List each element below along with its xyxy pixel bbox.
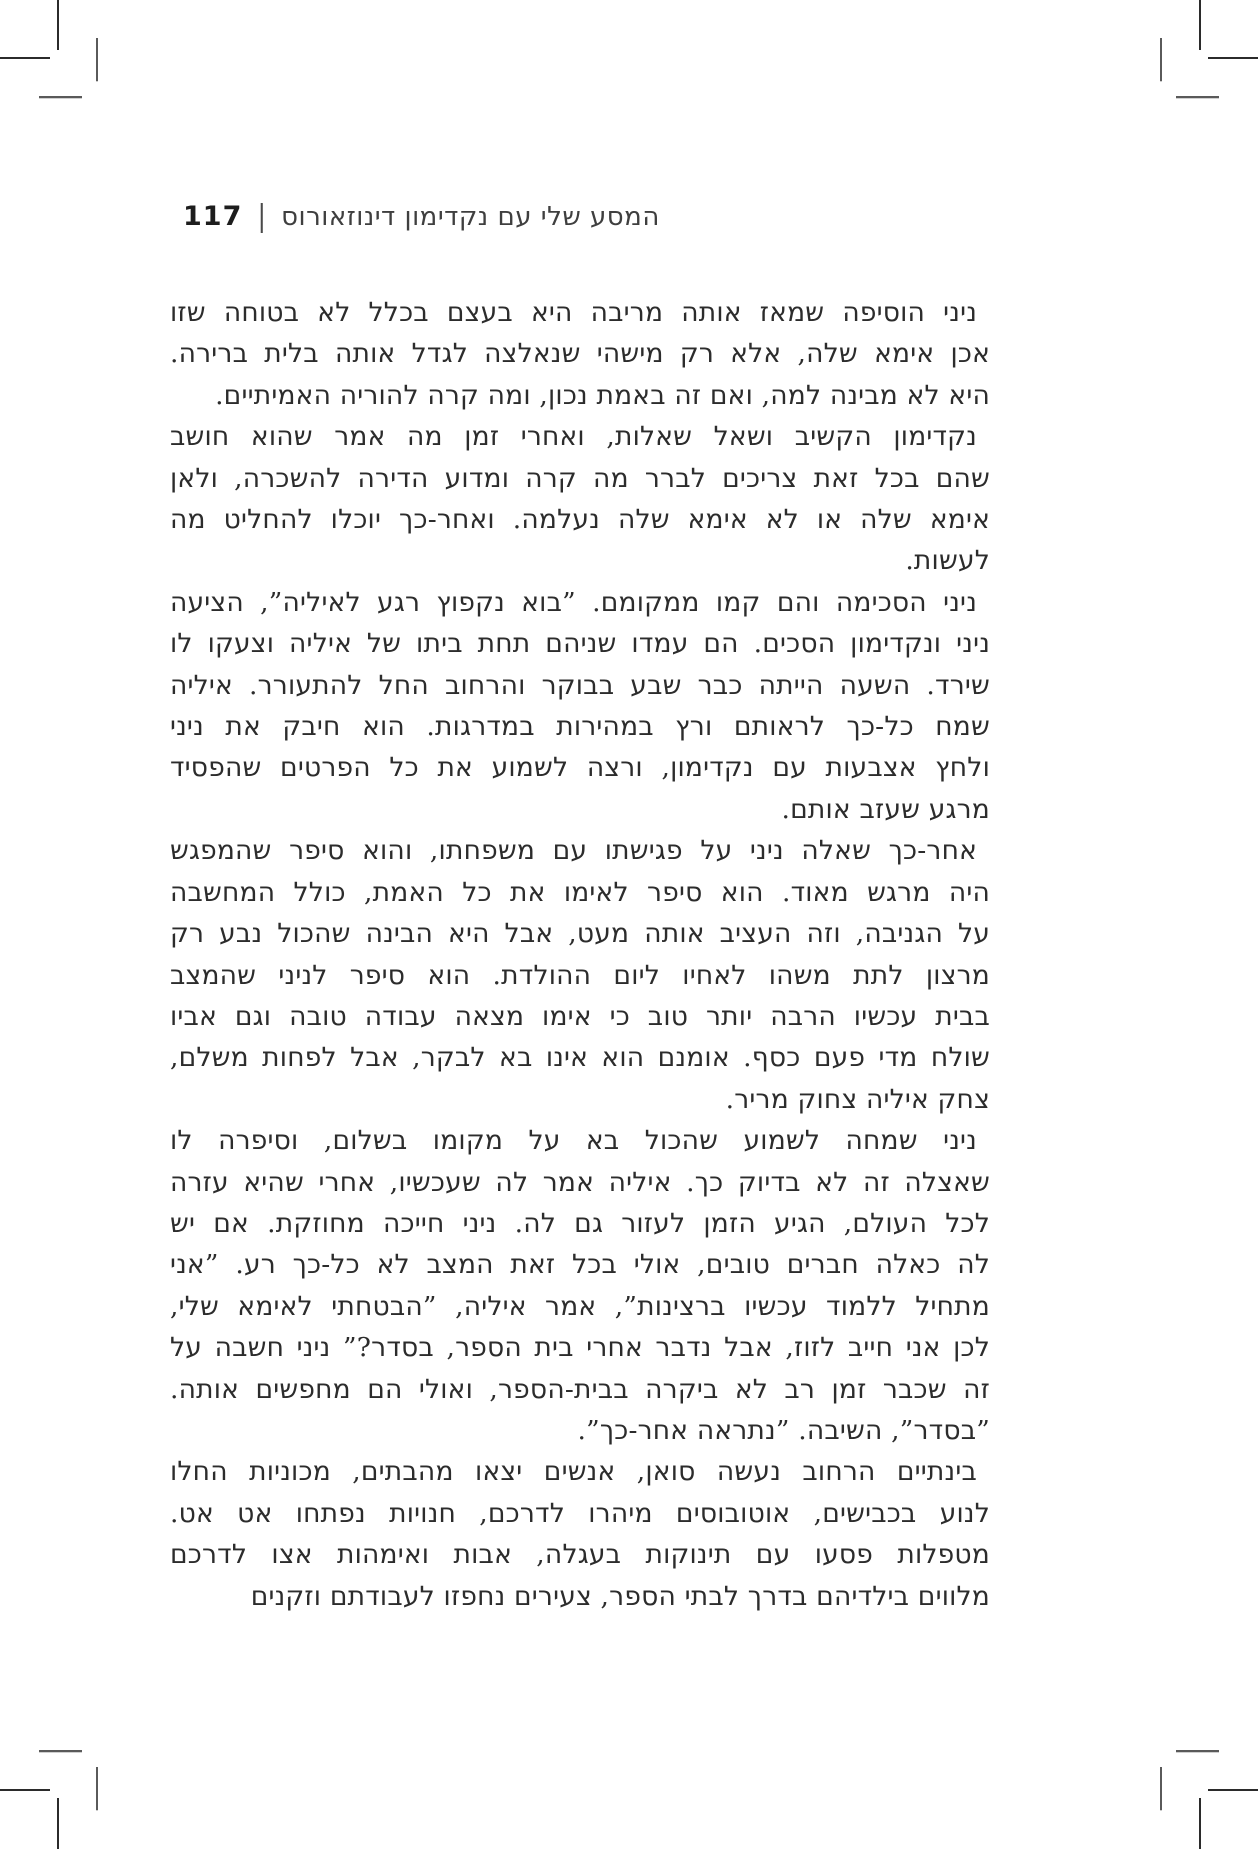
text-line: שירד. השעה הייתה כבר שבע בבוקר והרחוב החל להתעורר. איליה bbox=[170, 669, 990, 701]
crop-mark-bottom-left-horizontal-outer bbox=[0, 1789, 50, 1791]
crop-mark-top-right-vertical-inner bbox=[1160, 38, 1162, 81]
crop-mark-top-left-horizontal-outer bbox=[0, 57, 50, 59]
text-line: נקדימון הקשיב ושאל שאלות, ואחרי זמן מה אמר שהוא חושב bbox=[170, 421, 977, 453]
crop-mark-top-left-horizontal-inner bbox=[39, 96, 82, 98]
text-line: לנוע בכבישים, אוטובוסים מיהרו לדרכם, חנויות נפתחו אט אט. bbox=[170, 1497, 990, 1529]
text-line: ”בסדר”, השיבה. ”נתראה אחר-כך”. bbox=[577, 1414, 990, 1446]
text-block bbox=[170, 292, 990, 1617]
page-number: 117 bbox=[183, 201, 243, 232]
paragraph bbox=[170, 1120, 990, 1451]
crop-mark-top-right-vertical-outer bbox=[1199, 0, 1201, 50]
text-line: בבית עכשיו הרבה יותר טוב כי אימו מצאה עבודה טובה וגם אביו bbox=[170, 1000, 990, 1032]
paragraph bbox=[170, 582, 990, 830]
text-line: ניני ונקדימון הסכים. הם עמדו שניהם תחת ביתו של איליה וצעקו לו bbox=[170, 628, 990, 660]
text-line: צחק איליה צחוק מריר. bbox=[725, 1083, 990, 1115]
text-line: שאצלה זה לא בדיוק כך. איליה אמר לה שעכשיו, אחרי שהיא עזרה bbox=[170, 1166, 990, 1198]
text-line: ניני שמחה לשמוע שהכול בא על מקומו בשלום, וסיפרה לו bbox=[170, 1125, 977, 1157]
text-line: על הגניבה, וזה העציב אותה מעט, אבל היא הבינה שהכול נבע רק bbox=[170, 918, 990, 950]
header-separator: | bbox=[257, 199, 267, 235]
paragraph bbox=[170, 292, 990, 416]
text-line: מטפלות פסעו עם תינוקות בעגלה, אבות ואימהות אצו לדרכם bbox=[170, 1539, 990, 1571]
page-header bbox=[183, 200, 660, 234]
text-line: ניני הוסיפה שמאז אותה מריבה היא בעצם בכלל לא בטוחה שזו bbox=[170, 297, 977, 328]
text-line: לעשות. bbox=[905, 545, 990, 577]
crop-mark-bottom-right-vertical-outer bbox=[1199, 1798, 1201, 1849]
text-line: לכן אני חייב לזוז, אבל נדבר אחרי בית הספר, בסדר?” ניני חשבה על bbox=[170, 1332, 990, 1364]
paragraph bbox=[170, 416, 990, 582]
text-line: בינתיים הרחוב נעשה סואן, אנשים יצאו מהבתים, מכוניות החלו bbox=[170, 1456, 977, 1488]
crop-mark-bottom-left-vertical-inner bbox=[96, 1767, 98, 1810]
text-line: מרגע שעזב אותם. bbox=[781, 793, 990, 825]
text-line: לה כאלה חברים טובים, אולי בכל זאת המצב לא כל-כך רע. ”אני bbox=[170, 1249, 990, 1281]
text-line: שהם בכל זאת צריכים לברר מה קרה ומדוע הדירה להשכרה, ולאן bbox=[170, 462, 990, 494]
crop-mark-bottom-right-vertical-inner bbox=[1160, 1767, 1162, 1810]
crop-mark-bottom-right-horizontal-inner bbox=[1176, 1750, 1219, 1752]
text-line: שולח מדי פעם כסף. אומנם הוא אינו בא לבקר, אבל לפחות משלם, bbox=[170, 1042, 990, 1074]
text-line: מרצון לתת משהו לאחיו ליום ההולדת. הוא סיפר לניני שהמצב bbox=[170, 959, 990, 991]
text-line: אחר-כך שאלה ניני על פגישתו עם משפחתו, והוא סיפר שהמפגש bbox=[170, 835, 977, 867]
crop-mark-bottom-left-vertical-outer bbox=[57, 1798, 59, 1849]
crop-mark-bottom-right-horizontal-outer bbox=[1208, 1789, 1258, 1791]
crop-mark-top-right-horizontal-outer bbox=[1208, 57, 1258, 59]
paragraph bbox=[170, 1451, 990, 1617]
text-line: מתחיל ללמוד עכשיו ברצינות”, אמר איליה, ”הבטחתי לאימא שלי, bbox=[170, 1290, 990, 1322]
text-line: ולחץ אצבעות עם נקדימון, ורצה לשמוע את כל הפרטים שהפסיד bbox=[170, 752, 990, 784]
text-line: היא לא מבינה למה, ואם זה באמת נכון, ומה קרה להוריה האמיתיים. bbox=[215, 379, 990, 411]
crop-mark-top-left-vertical-outer bbox=[57, 0, 59, 50]
crop-mark-top-right-horizontal-inner bbox=[1176, 96, 1219, 98]
text-line: זה שכבר זמן רב לא ביקרה בבית-הספר, ואולי הם מחפשים אותה. bbox=[170, 1373, 990, 1405]
text-line: ניני הסכימה והם קמו ממקומם. ”בוא נקפוץ רגע לאיליה”, הציעה bbox=[170, 586, 977, 618]
paragraph bbox=[170, 830, 990, 1120]
running-title: המסע שלי עם נקדימון דינוזאורוס bbox=[281, 202, 660, 232]
text-line: היה מרגש מאוד. הוא סיפר לאימו את כל האמת, כולל המחשבה bbox=[170, 876, 990, 908]
crop-mark-top-left-vertical-inner bbox=[96, 38, 98, 81]
text-line: מלווים בילדיהם בדרך לבתי הספר, צעירים נחפזו לעבודתם וזקנים bbox=[250, 1580, 990, 1612]
text-line: אכן אימא שלה, אלא רק מישהי שנאלצה לגדל אותה בלית ברירה. bbox=[170, 338, 990, 370]
text-line: לכל העולם, הגיע הזמן לעזור גם לה. ניני חייכה מחוזקת. אם יש bbox=[170, 1207, 990, 1239]
crop-mark-bottom-left-horizontal-inner bbox=[39, 1750, 82, 1752]
text-line: שמח כל-כך לראותם ורץ במהירות במדרגות. הוא חיבק את ניני bbox=[170, 711, 990, 743]
text-line: אימא שלה או לא אימא שלה נעלמה. ואחר-כך יוכלו להחליט מה bbox=[170, 504, 990, 536]
